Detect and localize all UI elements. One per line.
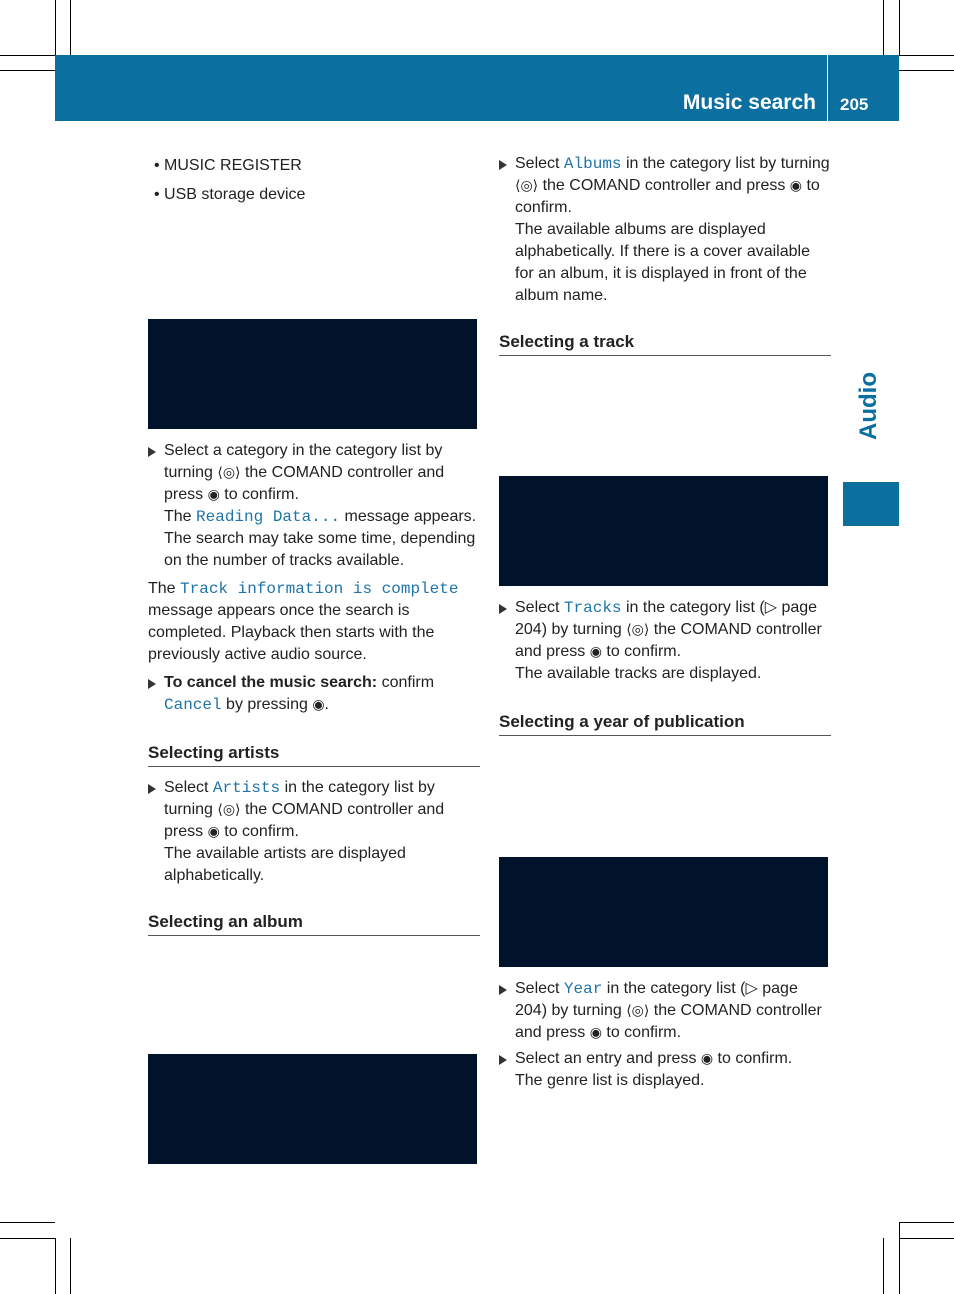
section-tab [843, 482, 899, 526]
step-select-artists: Select Artists in the category list by turning ⟨◎⟩ the COMAND controller and press ◉ to confirm. [148, 777, 480, 843]
crop-mark [0, 55, 55, 56]
crop-mark [899, 1238, 954, 1239]
controller-press-icon: ◉ [789, 178, 803, 194]
step-select-entry: Select an entry and press ◉ to confirm. [499, 1048, 831, 1070]
crop-mark [55, 1238, 56, 1294]
step-arrow-icon [148, 447, 156, 457]
right-year [499, 978, 831, 1092]
crop-mark [883, 0, 884, 55]
paragraph: The Track information is complete message appears once the search is completed. Playback then starts with the previously active audio source. [148, 580, 459, 663]
controller-turn-icon: ⟨◎⟩ [217, 802, 241, 818]
controller-press-icon: ◉ [312, 697, 325, 713]
section-heading: Selecting a year of publication [499, 711, 831, 736]
step-arrow-icon [499, 985, 507, 995]
step-arrow-icon [499, 1055, 507, 1065]
bullet-item: • MUSIC REGISTER [154, 157, 302, 174]
section-heading: Selecting artists [148, 742, 480, 767]
section-heading: Selecting an album [148, 911, 480, 936]
step-note: The genre list is displayed. [515, 1072, 705, 1089]
step-note: The available artists are displayed alphabetically. [164, 845, 406, 884]
step-arrow-icon [148, 784, 156, 794]
screen-image-album [148, 1054, 477, 1164]
crop-mark [70, 1238, 71, 1294]
crop-mark [70, 0, 71, 55]
step-select-category: Select a category in the category list by turning ⟨◎⟩ the COMAND controller and press ◉ to confirm. [148, 440, 480, 506]
right-track [499, 597, 831, 746]
screen-image-track [499, 476, 828, 586]
controller-turn-icon: ⟨◎⟩ [515, 178, 539, 194]
step-note: The available albums are displayed alphabetically. If there is a cover available for an album, it is displayed in front of the album name. [515, 221, 810, 304]
header-divider [827, 55, 828, 121]
page-number: 205 [840, 95, 869, 114]
crop-mark [0, 1222, 55, 1223]
step-note: The search may take some time, depending on the number of tracks available. [164, 530, 476, 569]
crop-mark [899, 70, 954, 71]
step-select-albums: Select Albums in the category list by turning ⟨◎⟩ the COMAND controller and press ◉ to confirm. [499, 153, 831, 219]
screen-image-search [148, 319, 477, 429]
crop-mark [899, 0, 900, 55]
step-select-year: Select Year in the category list (▷ page 204) by turning ⟨◎⟩ the COMAND controller and press ◉ to confirm. [499, 978, 831, 1044]
left-main [148, 440, 480, 946]
controller-press-icon: ◉ [589, 644, 602, 660]
controller-press-icon: ◉ [207, 487, 220, 503]
step-note: The Reading Data... message appears. [164, 508, 477, 526]
controller-press-icon: ◉ [700, 1051, 714, 1067]
controller-press-icon: ◉ [207, 824, 220, 840]
step-arrow-icon [148, 679, 156, 689]
crop-mark [899, 1222, 954, 1223]
step-select-tracks: Select Tracks in the category list (▷ page 204) by turning ⟨◎⟩ the COMAND controller and press ◉ to confirm. [499, 597, 831, 663]
controller-press-icon: ◉ [589, 1025, 602, 1041]
left-bullets [148, 153, 477, 211]
crop-mark [0, 1238, 55, 1239]
controller-turn-icon: ⟨◎⟩ [626, 622, 650, 638]
section-heading: Selecting a track [499, 331, 831, 356]
crop-mark [55, 0, 56, 55]
bullet-item: • USB storage device [154, 186, 306, 203]
crop-mark [883, 1238, 884, 1294]
step-arrow-icon [499, 604, 507, 614]
screen-image-year [499, 857, 828, 967]
step-note: The available tracks are displayed. [515, 665, 762, 682]
page-title: Music search [682, 91, 816, 114]
right-top [499, 153, 831, 366]
crop-mark [899, 1222, 900, 1294]
controller-turn-icon: ⟨◎⟩ [626, 1003, 650, 1019]
section-label: Audio [855, 372, 882, 440]
crop-mark [0, 70, 55, 71]
step-cancel: To cancel the music search: confirm Cancel by pressing ◉. [148, 672, 480, 716]
controller-turn-icon: ⟨◎⟩ [217, 465, 241, 481]
crop-mark [899, 55, 954, 56]
page-header [55, 55, 899, 121]
step-arrow-icon [499, 160, 507, 170]
